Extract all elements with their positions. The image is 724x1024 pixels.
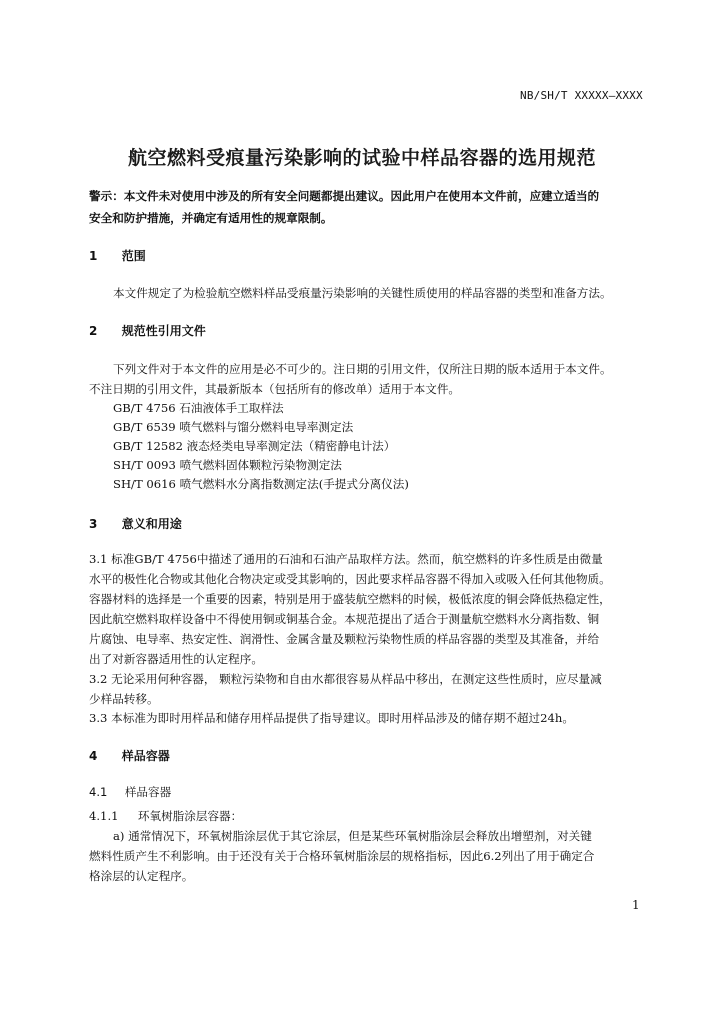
warning-line-1: 警示：本文件未对使用中涉及的所有安全问题都提出建议。因此用户在使用本文件前，应建立适当的 (89, 189, 600, 203)
paragraph-line: 少样品转移。 (89, 692, 159, 706)
paragraph-line: 燃料性质产生不利影响。由于还没有关于合格环氧树脂涂层的规格指标，因此6.2列出了用于确定合 (89, 849, 595, 863)
standard-number: NB/SH/T XXXXX—XXXX (520, 89, 643, 102)
section-2-number: 2 (89, 324, 98, 338)
reference-item: GB/T 12582 液态烃类电导率测定法（精密静电计法） (113, 439, 396, 453)
paragraph-line: 片腐蚀、电导率、热安定性、润滑性、金属含量及颗粒污染物性质的样品容器的类型及其准备，并给 (89, 632, 600, 646)
section-1-title: 范围 (121, 249, 146, 263)
section-2-title: 规范性引用文件 (121, 324, 206, 338)
section-4-heading (89, 747, 170, 764)
section-4-number: 4 (89, 749, 98, 763)
reference-item: SH/T 0093 喷气燃料固体颗粒污染物测定法 (113, 458, 342, 472)
paragraph-line: 3.1 标准GB/T 4756中描述了通用的石油和石油产品取样方法。然而，航空燃料的许多性质是由微量 (89, 552, 603, 566)
paragraph-line: 出了对新容器适用性的认定程序。 (89, 652, 263, 666)
paragraph-line: 水平的极性化合物或其他化合物决定或受其影响的，因此要求样品容器不得加入或吸入任何其他物质。 (89, 572, 611, 586)
paragraph-line: 容器材料的选择是一个重要的因素，特别是用于盛装航空燃料的时候，极低浓度的铜会降低热稳定性， (89, 592, 611, 606)
section-2-intro-line-2: 不注日期的引用文件，其最新版本（包括所有的修改单）适用于本文件。 (89, 382, 461, 396)
paragraph-line: 因此航空燃料取样设备中不得使用铜或铜基合金。本规范提出了适合于测量航空燃料水分离指数、铜 (89, 612, 600, 626)
section-3-title: 意义和用途 (121, 517, 182, 531)
subsection-4-1-heading (89, 784, 171, 800)
section-3-number: 3 (89, 517, 98, 531)
subsection-4-1-1-number: 4.1.1 (89, 809, 119, 823)
subsection-4-1-title: 样品容器 (124, 785, 172, 799)
subsection-4-1-1-heading (89, 808, 242, 824)
paragraph-line: 3.3 本标准为即时用样品和储存用样品提供了指导建议。即时用样品涉及的储存期不超过24h。 (89, 711, 574, 725)
subsection-4-1-1-title: 环氧树脂涂层容器： (137, 809, 243, 823)
section-3-heading (89, 515, 182, 532)
reference-item: SH/T 0616 喷气燃料水分离指数测定法(手提式分离仪法) (113, 477, 409, 491)
section-1-number: 1 (89, 249, 98, 263)
reference-item: GB/T 4756 石油液体手工取样法 (113, 401, 284, 415)
section-2-intro-line-1: 下列文件对于本文件的应用是必不可少的。注日期的引用文件，仅所注日期的版本适用于本文件。 (113, 362, 612, 376)
paragraph-line: a) 通常情况下，环氧树脂涂层优于其它涂层，但是某些环氧树脂涂层会释放出增塑剂，对关键 (113, 829, 592, 843)
document-title: 航空燃料受痕量污染影响的试验中样品容器的选用规范 (127, 147, 596, 169)
subsection-4-1-number: 4.1 (89, 785, 108, 799)
section-1-heading (89, 247, 146, 264)
page-number: 1 (632, 898, 640, 912)
paragraph-line: 格涂层的认定程序。 (89, 869, 194, 883)
reference-item: GB/T 6539 喷气燃料与馏分燃料电导率测定法 (113, 420, 354, 434)
paragraph-line: 3.2 无论采用何种容器， 颗粒污染物和自由水都很容易从样品中移出，在测定这些性质时，应尽量减 (89, 672, 602, 686)
section-4-title: 样品容器 (121, 749, 170, 763)
warning-line-2: 安全和防护措施，并确定有适用性的规章限制。 (89, 211, 333, 225)
section-1-text: 本文件规定了为检验航空燃料样品受痕量污染影响的关键性质使用的样品容器的类型和准备方法。 (113, 286, 612, 300)
section-2-heading (89, 322, 206, 339)
